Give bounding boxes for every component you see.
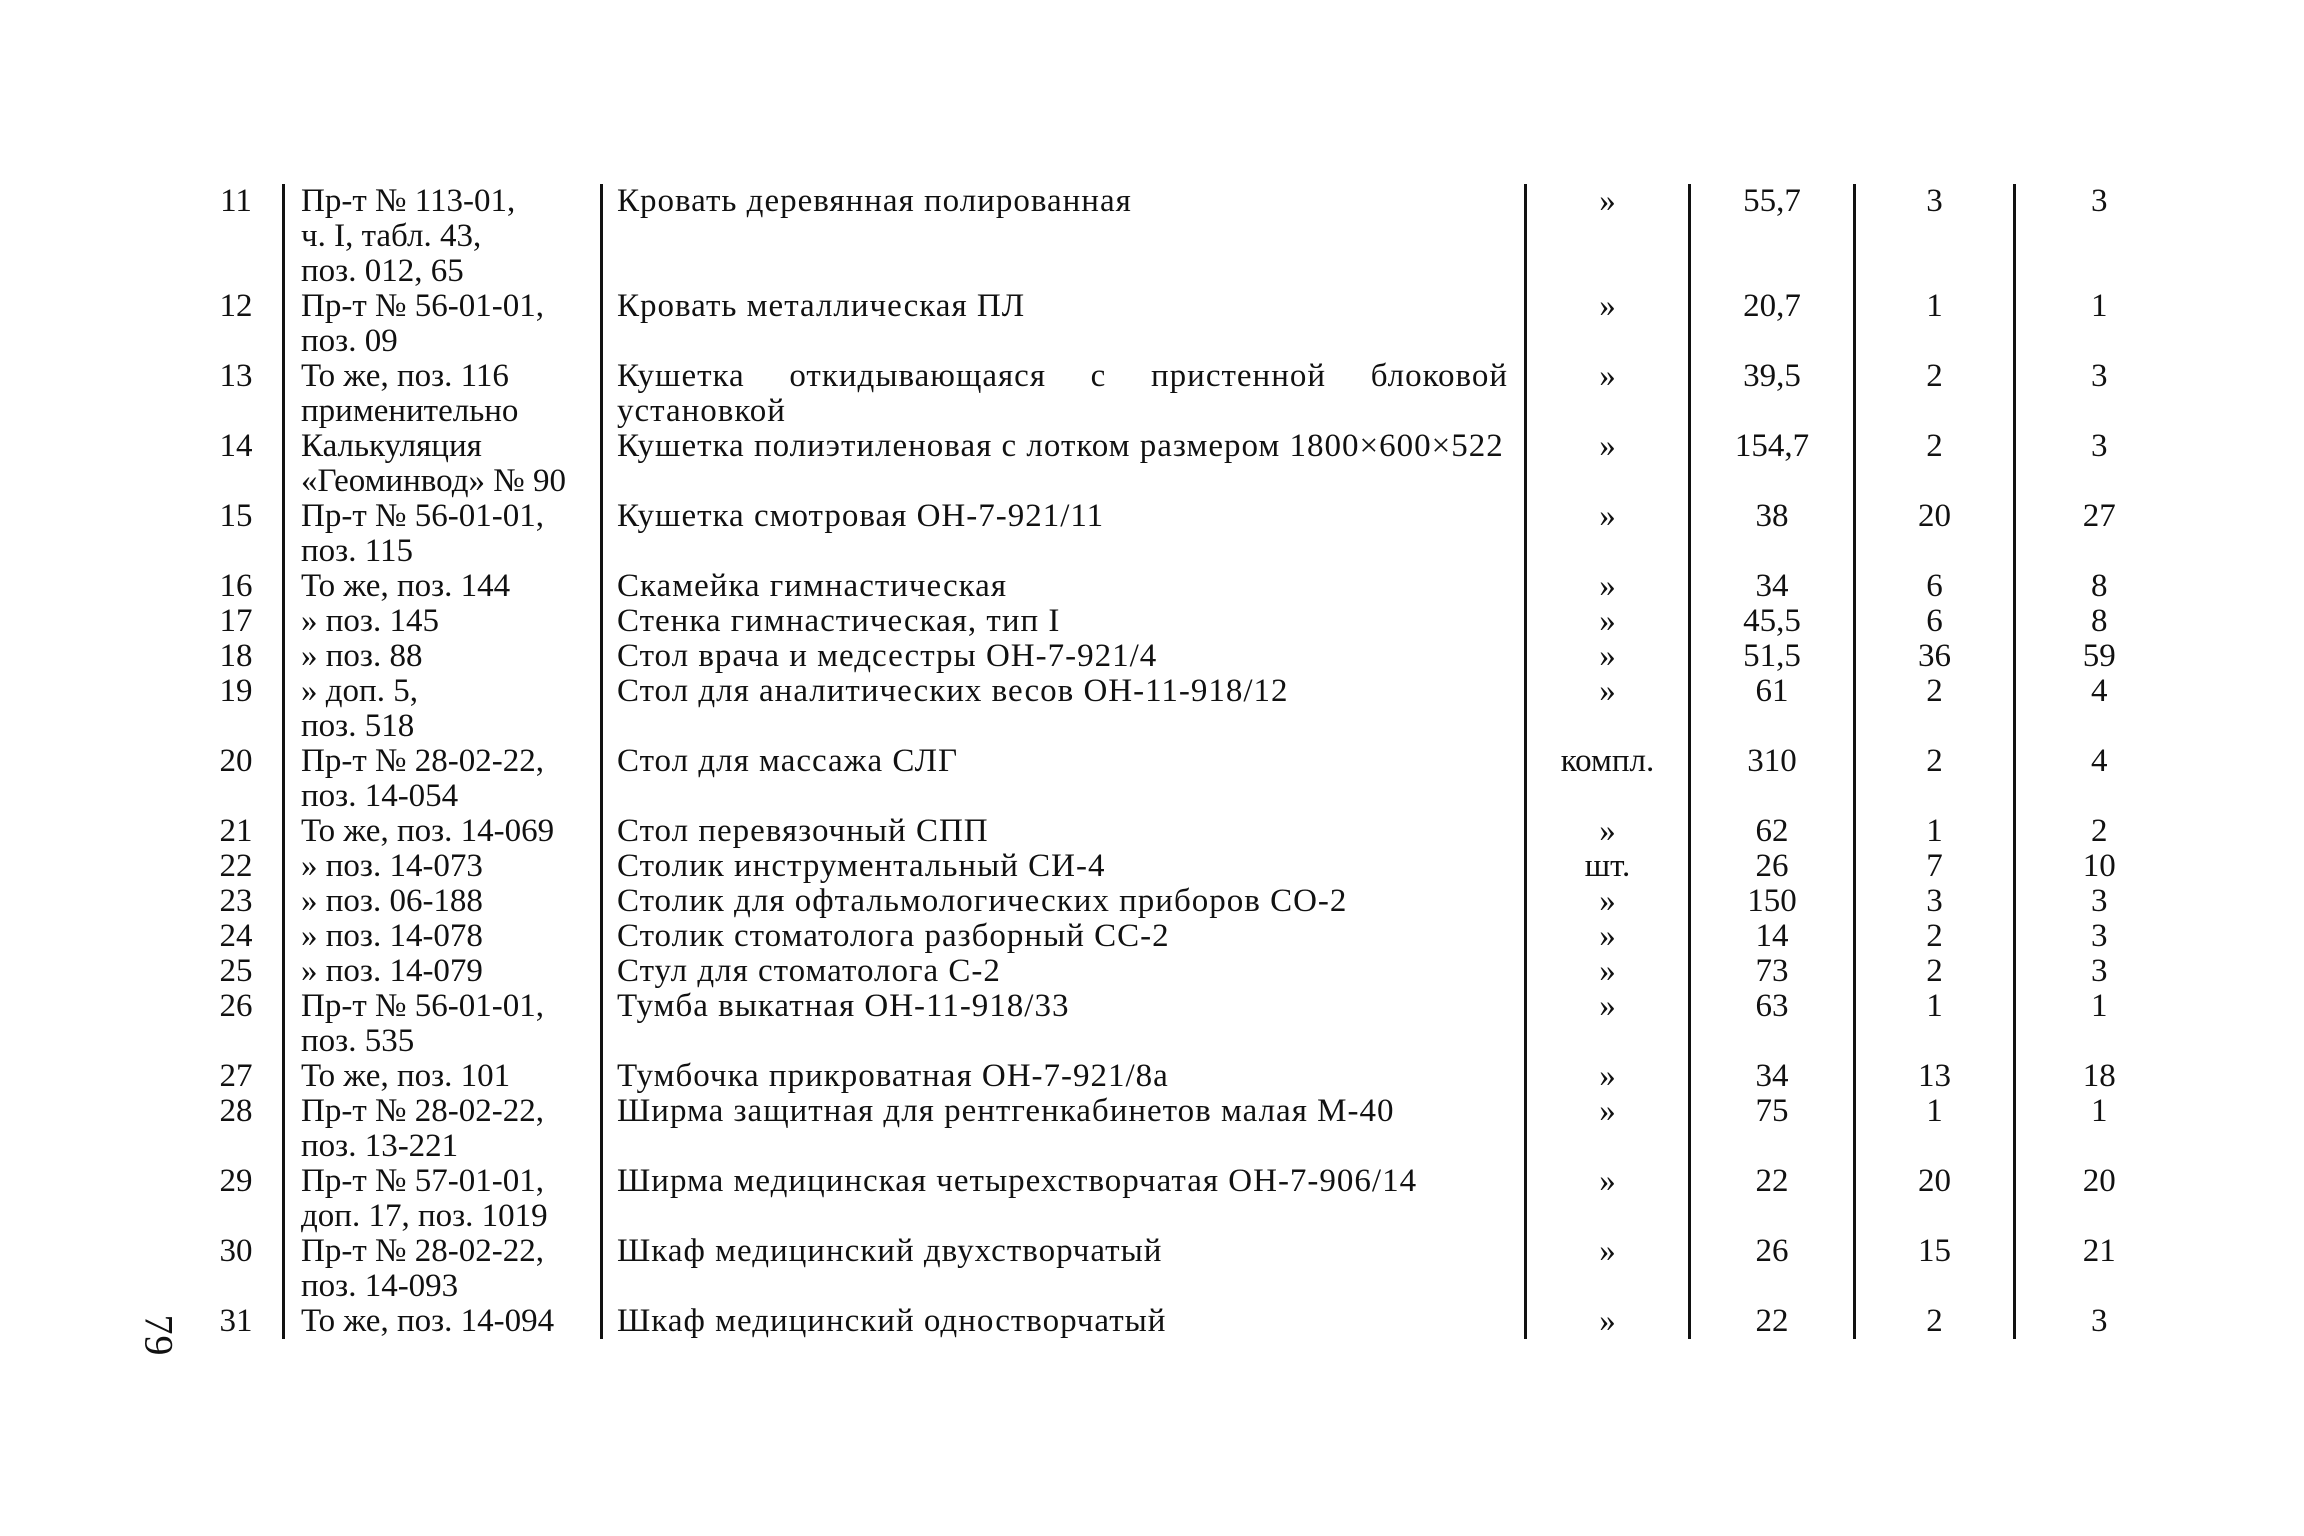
price: 51,5 xyxy=(1690,639,1855,674)
source-line: То же, поз. 144 xyxy=(301,568,511,604)
source-line: Пр-т № 28-02-22, xyxy=(301,1233,544,1269)
quantity-1: 2 xyxy=(1855,429,2015,499)
price: 61 xyxy=(1690,674,1855,744)
quantity-2: 3 xyxy=(2015,429,2183,499)
row-number: 26 xyxy=(219,988,253,1024)
source-reference xyxy=(284,569,602,604)
quantity-2: 3 xyxy=(2015,954,2183,989)
unit: компл. xyxy=(1526,744,1690,814)
source-line: Пр-т № 56-01-01, xyxy=(301,288,544,324)
source-reference xyxy=(284,884,602,919)
item-name: Столик для офтальмологических приборов СО-2 xyxy=(602,884,1526,919)
table-row xyxy=(190,359,2183,429)
item-name: Шкаф медицинский двухстворчатый xyxy=(602,1234,1526,1304)
item-name: Кушетка смотровая ОН-7-921/11 xyxy=(602,499,1526,569)
source-reference xyxy=(284,499,602,569)
row-number: 21 xyxy=(219,813,253,849)
row-number: 31 xyxy=(219,1303,253,1339)
unit: » xyxy=(1526,884,1690,919)
unit: » xyxy=(1526,919,1690,954)
quantity-2: 59 xyxy=(2015,639,2183,674)
price: 22 xyxy=(1690,1304,1855,1339)
table-row xyxy=(190,184,2183,289)
row-number: 12 xyxy=(219,288,253,324)
source-line: » поз. 14-079 xyxy=(301,953,483,989)
item-name: Кушетка полиэтиленовая с лотком размером 1800×600×522 xyxy=(602,429,1526,499)
source-line: поз. 14-093 xyxy=(301,1268,459,1304)
quantity-2: 4 xyxy=(2015,674,2183,744)
item-name: Ширма медицинская четырехстворчатая ОН-7-906/14 xyxy=(602,1164,1526,1234)
table-row xyxy=(190,814,2183,849)
table-row xyxy=(190,989,2183,1059)
source-reference xyxy=(284,989,602,1059)
source-line: поз. 14-054 xyxy=(301,778,459,814)
source-reference xyxy=(284,744,602,814)
item-name: Кровать деревянная полированная xyxy=(602,184,1526,289)
row-number: 13 xyxy=(219,358,253,394)
item-name: Стол для аналитических весов ОН-11-918/12 xyxy=(602,674,1526,744)
quantity-2: 8 xyxy=(2015,604,2183,639)
source-reference xyxy=(284,1094,602,1164)
quantity-2: 27 xyxy=(2015,499,2183,569)
quantity-1: 20 xyxy=(1855,499,2015,569)
price: 22 xyxy=(1690,1164,1855,1234)
unit: шт. xyxy=(1526,849,1690,884)
price: 63 xyxy=(1690,989,1855,1059)
source-reference xyxy=(284,1059,602,1094)
source-line: Пр-т № 113-01, xyxy=(301,183,516,219)
quantity-2: 3 xyxy=(2015,884,2183,919)
row-number: 11 xyxy=(220,183,252,219)
source-line: » поз. 88 xyxy=(301,638,423,674)
table-row xyxy=(190,639,2183,674)
quantity-2: 3 xyxy=(2015,184,2183,289)
item-name: Кровать металлическая ПЛ xyxy=(602,289,1526,359)
source-reference xyxy=(284,1234,602,1304)
quantity-2: 20 xyxy=(2015,1164,2183,1234)
table-row xyxy=(190,429,2183,499)
source-line: » поз. 14-078 xyxy=(301,918,483,954)
source-reference xyxy=(284,919,602,954)
quantity-1: 15 xyxy=(1855,1234,2015,1304)
source-line: доп. 17, поз. 1019 xyxy=(301,1198,548,1234)
table-row xyxy=(190,604,2183,639)
source-reference xyxy=(284,604,602,639)
row-number: 25 xyxy=(219,953,253,989)
item-name: Тумба выкатная ОН-11-918/33 xyxy=(602,989,1526,1059)
price: 310 xyxy=(1690,744,1855,814)
source-reference xyxy=(284,184,602,289)
price: 26 xyxy=(1690,849,1855,884)
source-line: То же, поз. 101 xyxy=(301,1058,511,1094)
unit: » xyxy=(1526,604,1690,639)
quantity-2: 1 xyxy=(2015,1094,2183,1164)
item-name: Ширма защитная для рентгенкабинетов малая М-40 xyxy=(602,1094,1526,1164)
unit: » xyxy=(1526,954,1690,989)
quantity-1: 2 xyxy=(1855,359,2015,429)
row-number: 16 xyxy=(219,568,253,604)
item-name: Стенка гимнастическая, тип I xyxy=(602,604,1526,639)
row-number: 20 xyxy=(219,743,253,779)
item-name: Стол для массажа СЛГ xyxy=(602,744,1526,814)
table-row xyxy=(190,849,2183,884)
source-line: То же, поз. 14-069 xyxy=(301,813,555,849)
row-number: 22 xyxy=(219,848,253,884)
row-number: 15 xyxy=(219,498,253,534)
price: 14 xyxy=(1690,919,1855,954)
unit: » xyxy=(1526,674,1690,744)
source-reference xyxy=(284,849,602,884)
source-reference xyxy=(284,289,602,359)
source-line: поз. 518 xyxy=(301,708,415,744)
source-line: поз. 115 xyxy=(301,533,413,569)
table-body xyxy=(190,184,2183,1339)
quantity-1: 7 xyxy=(1855,849,2015,884)
table-row xyxy=(190,289,2183,359)
source-line: поз. 535 xyxy=(301,1023,415,1059)
source-line: поз. 09 xyxy=(301,323,398,359)
unit: » xyxy=(1526,499,1690,569)
quantity-1: 2 xyxy=(1855,919,2015,954)
source-line: Пр-т № 28-02-22, xyxy=(301,743,544,779)
source-line: Пр-т № 56-01-01, xyxy=(301,988,544,1024)
quantity-1: 36 xyxy=(1855,639,2015,674)
price: 34 xyxy=(1690,1059,1855,1094)
item-name: Столик стоматолога разборный СС-2 xyxy=(602,919,1526,954)
source-reference xyxy=(284,1164,602,1234)
row-number: 30 xyxy=(219,1233,253,1269)
item-name: Столик инструментальный СИ-4 xyxy=(602,849,1526,884)
table-row xyxy=(190,954,2183,989)
quantity-2: 1 xyxy=(2015,289,2183,359)
quantity-1: 6 xyxy=(1855,569,2015,604)
unit: » xyxy=(1526,1164,1690,1234)
price: 39,5 xyxy=(1690,359,1855,429)
price: 20,7 xyxy=(1690,289,1855,359)
page-number: 79 xyxy=(136,1314,182,1357)
quantity-2: 2 xyxy=(2015,814,2183,849)
quantity-1: 13 xyxy=(1855,1059,2015,1094)
quantity-1: 20 xyxy=(1855,1164,2015,1234)
quantity-2: 18 xyxy=(2015,1059,2183,1094)
source-line: То же, поз. 116 xyxy=(301,358,509,394)
price: 26 xyxy=(1690,1234,1855,1304)
item-name: Тумбочка прикроватная ОН-7-921/8а xyxy=(602,1059,1526,1094)
source-line: » поз. 14-073 xyxy=(301,848,483,884)
table-row xyxy=(190,1164,2183,1234)
price: 38 xyxy=(1690,499,1855,569)
item-name: Шкаф медицинский одностворчатый xyxy=(602,1304,1526,1339)
quantity-1: 2 xyxy=(1855,674,2015,744)
row-number: 17 xyxy=(219,603,253,639)
source-line: Калькуляция xyxy=(301,428,482,464)
quantity-1: 1 xyxy=(1855,289,2015,359)
quantity-1: 2 xyxy=(1855,1304,2015,1339)
unit: » xyxy=(1526,1094,1690,1164)
row-number: 27 xyxy=(219,1058,253,1094)
quantity-1: 1 xyxy=(1855,1094,2015,1164)
row-number: 29 xyxy=(219,1163,253,1199)
row-number: 23 xyxy=(219,883,253,919)
item-name: Кушетка откидывающаяся с пристенной блоковой установкой xyxy=(602,359,1526,429)
source-line: Пр-т № 56-01-01, xyxy=(301,498,544,534)
price: 45,5 xyxy=(1690,604,1855,639)
row-number: 14 xyxy=(219,428,253,464)
unit: » xyxy=(1526,639,1690,674)
quantity-2: 3 xyxy=(2015,919,2183,954)
source-reference xyxy=(284,429,602,499)
unit: » xyxy=(1526,1304,1690,1339)
item-name: Стол перевязочный СПП xyxy=(602,814,1526,849)
unit: » xyxy=(1526,1234,1690,1304)
unit: » xyxy=(1526,814,1690,849)
source-line: ч. I, табл. 43, xyxy=(301,218,482,254)
unit: » xyxy=(1526,569,1690,604)
unit: » xyxy=(1526,289,1690,359)
unit: » xyxy=(1526,184,1690,289)
quantity-2: 21 xyxy=(2015,1234,2183,1304)
table-row xyxy=(190,1094,2183,1164)
price: 34 xyxy=(1690,569,1855,604)
price: 73 xyxy=(1690,954,1855,989)
unit: » xyxy=(1526,429,1690,499)
table-row xyxy=(190,919,2183,954)
source-reference xyxy=(284,359,602,429)
unit: » xyxy=(1526,359,1690,429)
item-name: Скамейка гимнастическая xyxy=(602,569,1526,604)
row-number: 18 xyxy=(219,638,253,674)
table-row xyxy=(190,674,2183,744)
source-line: » доп. 5, xyxy=(301,673,418,709)
source-line: поз. 012, 65 xyxy=(301,253,464,289)
table-row xyxy=(190,884,2183,919)
quantity-2: 4 xyxy=(2015,744,2183,814)
quantity-2: 3 xyxy=(2015,359,2183,429)
source-line: Пр-т № 28-02-22, xyxy=(301,1093,544,1129)
table-row xyxy=(190,1234,2183,1304)
quantity-1: 6 xyxy=(1855,604,2015,639)
price: 55,7 xyxy=(1690,184,1855,289)
source-reference xyxy=(284,639,602,674)
quantity-1: 1 xyxy=(1855,814,2015,849)
source-line: применительно xyxy=(301,393,519,429)
table-row xyxy=(190,569,2183,604)
source-reference xyxy=(284,814,602,849)
source-line: Пр-т № 57-01-01, xyxy=(301,1163,544,1199)
source-reference xyxy=(284,674,602,744)
source-line: » поз. 06-188 xyxy=(301,883,483,919)
quantity-2: 8 xyxy=(2015,569,2183,604)
quantity-1: 1 xyxy=(1855,989,2015,1059)
quantity-1: 3 xyxy=(1855,184,2015,289)
price: 62 xyxy=(1690,814,1855,849)
quantity-1: 3 xyxy=(1855,884,2015,919)
equipment-table xyxy=(190,184,2183,1339)
row-number: 28 xyxy=(219,1093,253,1129)
quantity-2: 10 xyxy=(2015,849,2183,884)
item-name: Стул для стоматолога С-2 xyxy=(602,954,1526,989)
source-line: поз. 13-221 xyxy=(301,1128,459,1164)
table-row xyxy=(190,1059,2183,1094)
price: 150 xyxy=(1690,884,1855,919)
price: 154,7 xyxy=(1690,429,1855,499)
table-row xyxy=(190,1304,2183,1339)
row-number: 19 xyxy=(219,673,253,709)
source-line: То же, поз. 14-094 xyxy=(301,1303,555,1339)
item-name: Стол врача и медсестры ОН-7-921/4 xyxy=(602,639,1526,674)
source-reference xyxy=(284,1304,602,1339)
quantity-1: 2 xyxy=(1855,954,2015,989)
quantity-2: 1 xyxy=(2015,989,2183,1059)
unit: » xyxy=(1526,1059,1690,1094)
source-reference xyxy=(284,954,602,989)
source-line: » поз. 145 xyxy=(301,603,439,639)
row-number: 24 xyxy=(219,918,253,954)
unit: » xyxy=(1526,989,1690,1059)
table-row xyxy=(190,744,2183,814)
price: 75 xyxy=(1690,1094,1855,1164)
table-row xyxy=(190,499,2183,569)
quantity-2: 3 xyxy=(2015,1304,2183,1339)
source-line: «Геоминвод» № 90 xyxy=(301,463,566,499)
quantity-1: 2 xyxy=(1855,744,2015,814)
